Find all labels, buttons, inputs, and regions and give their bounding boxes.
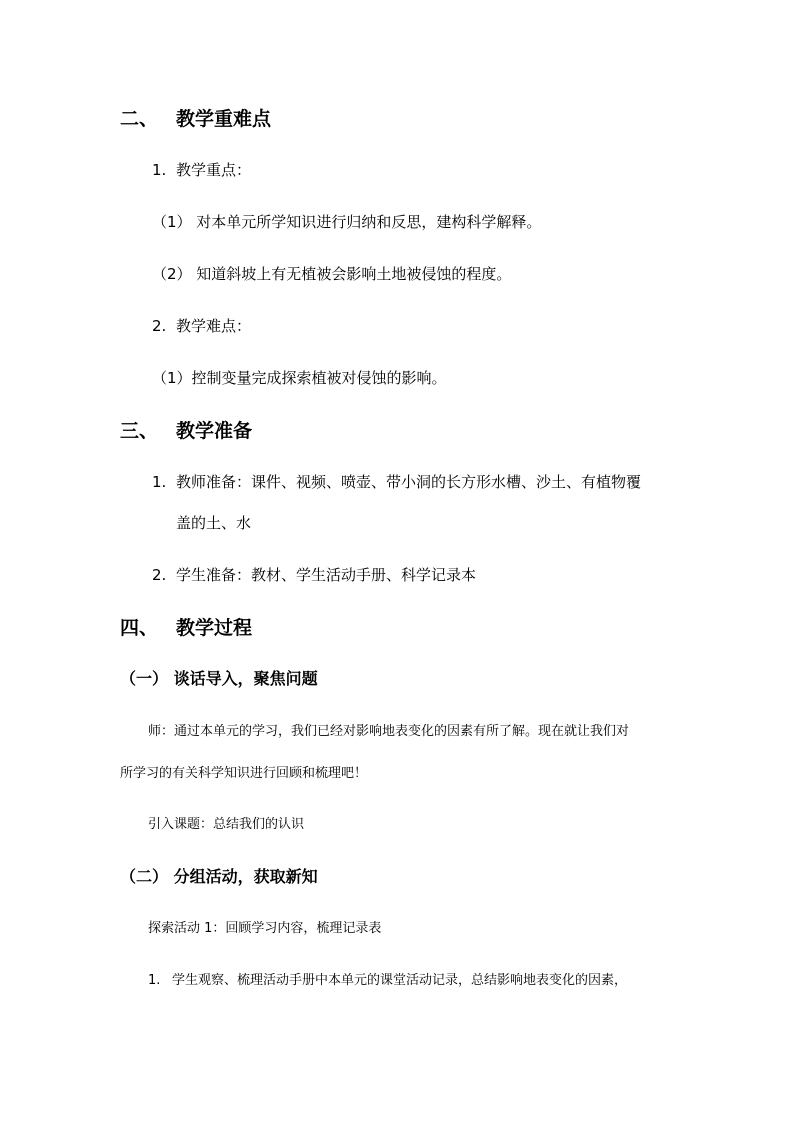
section-heading-2: [120, 110, 271, 129]
subsection-heading: （一） 谈话导入，聚焦问题: [120, 669, 318, 688]
list-item: [152, 568, 476, 583]
section-number: 四、: [120, 617, 159, 639]
paragraph: （1） 对本单元所学知识进行归纳和反思，建构科学解释。: [152, 213, 542, 231]
paragraph: 探索活动 1：回顾学习内容，梳理记录表: [148, 921, 382, 936]
subsection-heading: （二） 分组活动，获取新知: [120, 867, 318, 886]
section-number: 三、: [120, 420, 159, 442]
section-number: 二、: [120, 108, 159, 130]
paragraph-continued: 所学习的有关科学知识进行回顾和梳理吧！: [120, 766, 368, 781]
list-number: 2.: [152, 317, 167, 335]
list-text: 教学难点：: [176, 317, 252, 335]
section-title: 教学过程: [176, 617, 253, 639]
list-number: 1.: [152, 161, 167, 179]
list-item: [152, 475, 641, 490]
paragraph: （2） 知道斜坡上有无植被会影响土地被侵蚀的程度。: [152, 265, 512, 283]
list-number: 1.: [152, 473, 167, 491]
list-item: [148, 974, 627, 987]
list-text-continued: 盖的土、水: [176, 514, 252, 532]
list-text: 教师准备：课件、视频、喷壶、带小洞的长方形水槽、沙土、有植物覆: [176, 473, 642, 491]
section-heading-4: [120, 619, 252, 638]
list-number: 1.: [148, 973, 161, 988]
paragraph: 引入课题：总结我们的认识: [148, 817, 305, 832]
list-item: [152, 319, 251, 334]
paragraph: 师：通过本单元的学习，我们已经对影响地表变化的因素有所了解。现在就让我们对: [148, 724, 630, 739]
paragraph: （1）控制变量完成探索植被对侵蚀的影响。: [152, 369, 447, 387]
list-text: 学生准备：教材、学生活动手册、科学记录本: [176, 566, 477, 584]
section-title: 教学准备: [176, 420, 253, 442]
list-item: [152, 163, 251, 178]
list-number: 2.: [152, 566, 167, 584]
section-title: 教学重难点: [176, 108, 272, 130]
section-heading-3: [120, 422, 252, 441]
list-text: 学生观察、梳理活动手册中本单元的课堂活动记录，总结影响地表变化的因素，: [172, 973, 628, 988]
list-text: 教学重点：: [176, 161, 252, 179]
